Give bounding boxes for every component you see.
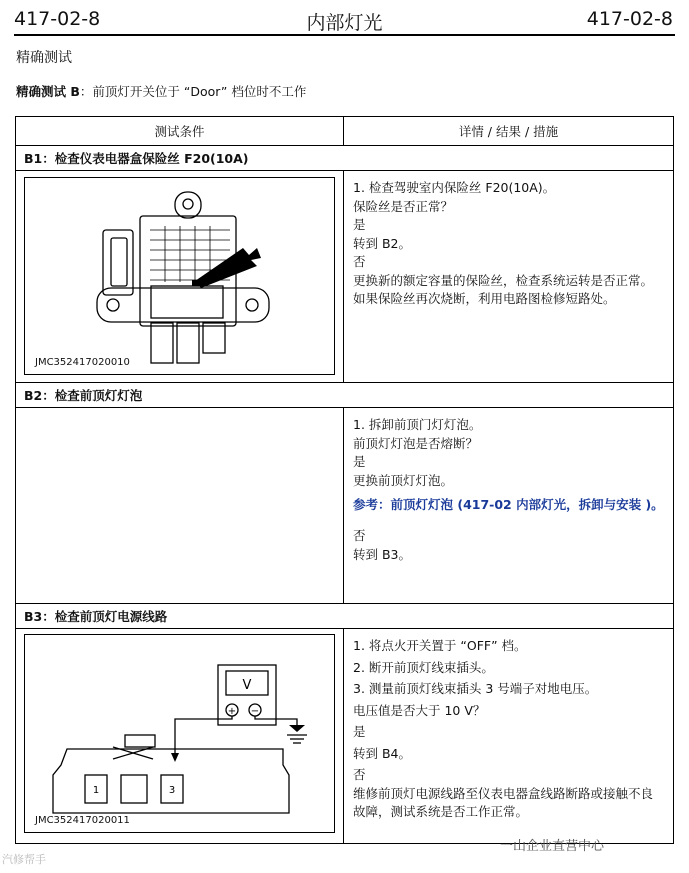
voltage-test-figure [24, 634, 335, 833]
figure-code: JMC352417020010 [35, 357, 130, 368]
detail-line: 保险丝是否正常？ [353, 198, 454, 214]
step-b2-condition-cell [16, 408, 344, 604]
detail-line: 2. 断开前顶灯线束插头。 [353, 659, 494, 675]
test-subtitle [16, 82, 306, 100]
detail-line: 否 [353, 767, 366, 782]
step-b3-title: B3：检查前顶灯电源线路 [16, 604, 674, 629]
fuse-box-diagram [25, 178, 338, 374]
test-subtitle-rest: ：前顶灯开关位于 “Door” 档位时不工作 [79, 84, 307, 99]
step-b2-title: B2：检查前顶灯灯泡 [16, 383, 674, 408]
step-b2-details [344, 408, 674, 604]
detail-line: 前顶灯灯泡是否熔断？ [353, 435, 479, 451]
page-number-right: 417-02-8 [586, 8, 673, 30]
test-table [15, 116, 674, 844]
detail-line: 更换新的额定容量的保险丝，检查系统运转是否正常。如果保险丝再次烧断，利用电路图检修短路处。 [353, 272, 654, 306]
meter-plus-label: + [227, 706, 237, 717]
detail-line: 转到 B2。 [353, 235, 412, 251]
col-header-details: 详情 / 结果 / 措施 [344, 117, 674, 146]
section-title: 精确测试 [16, 50, 72, 66]
watermark-right: 一山企业直营中心 [500, 839, 605, 854]
detail-line: 1. 拆卸前顶门灯灯泡。 [353, 417, 482, 432]
detail-line: 1. 检查驾驶室内保险丝 F20(10A)。 [353, 180, 556, 195]
detail-line: 否 [353, 254, 366, 269]
step-b1-title: B1：检查仪表电器盒保险丝 F20(10A) [16, 146, 674, 171]
step-b3-figure-cell [16, 629, 344, 844]
detail-line: 维修前顶灯电源线路至仪表电器盒线路断路或接触不良故障，测试系统是否工作正常。 [353, 785, 654, 819]
detail-line: 1. 将点火开关置于 “OFF” 档。 [353, 638, 527, 653]
page-header [0, 0, 689, 36]
voltage-test-diagram [25, 635, 338, 832]
detail-line: 是 [353, 217, 366, 232]
pin-1-label: 1 [92, 785, 100, 796]
detail-line: 否 [353, 528, 366, 543]
col-header-conditions: 测试条件 [16, 117, 344, 146]
header-rule [14, 34, 675, 36]
detail-line: 电压值是否大于 10 V？ [353, 702, 486, 718]
detail-line: 转到 B3。 [353, 546, 412, 562]
step-b1-figure-cell [16, 171, 344, 383]
detail-line: 更换前顶灯灯泡。 [353, 472, 454, 488]
page-number-left: 417-02-8 [14, 8, 101, 30]
watermark-left: 汽修帮手 [2, 853, 46, 866]
reference-link[interactable]: 参考：前顶灯灯泡 (417-02 内部灯光，拆卸与安装 )。 [353, 497, 664, 512]
detail-line: 转到 B4。 [353, 745, 412, 761]
pin-3-label: 3 [168, 785, 176, 796]
figure-code: JMC352417020011 [35, 815, 130, 826]
meter-unit: V [242, 678, 252, 693]
page-chapter-title: 内部灯光 [306, 12, 383, 34]
detail-line: 是 [353, 454, 366, 469]
meter-minus-label: − [250, 706, 260, 717]
detail-line: 3. 测量前顶灯线束插头 3 号端子对地电压。 [353, 681, 598, 696]
test-subtitle-bold: 精确测试 B [16, 84, 80, 99]
fuse-box-figure [24, 177, 335, 375]
detail-line: 是 [353, 724, 366, 739]
step-b1-details [344, 171, 674, 383]
step-b3-details [344, 629, 674, 844]
